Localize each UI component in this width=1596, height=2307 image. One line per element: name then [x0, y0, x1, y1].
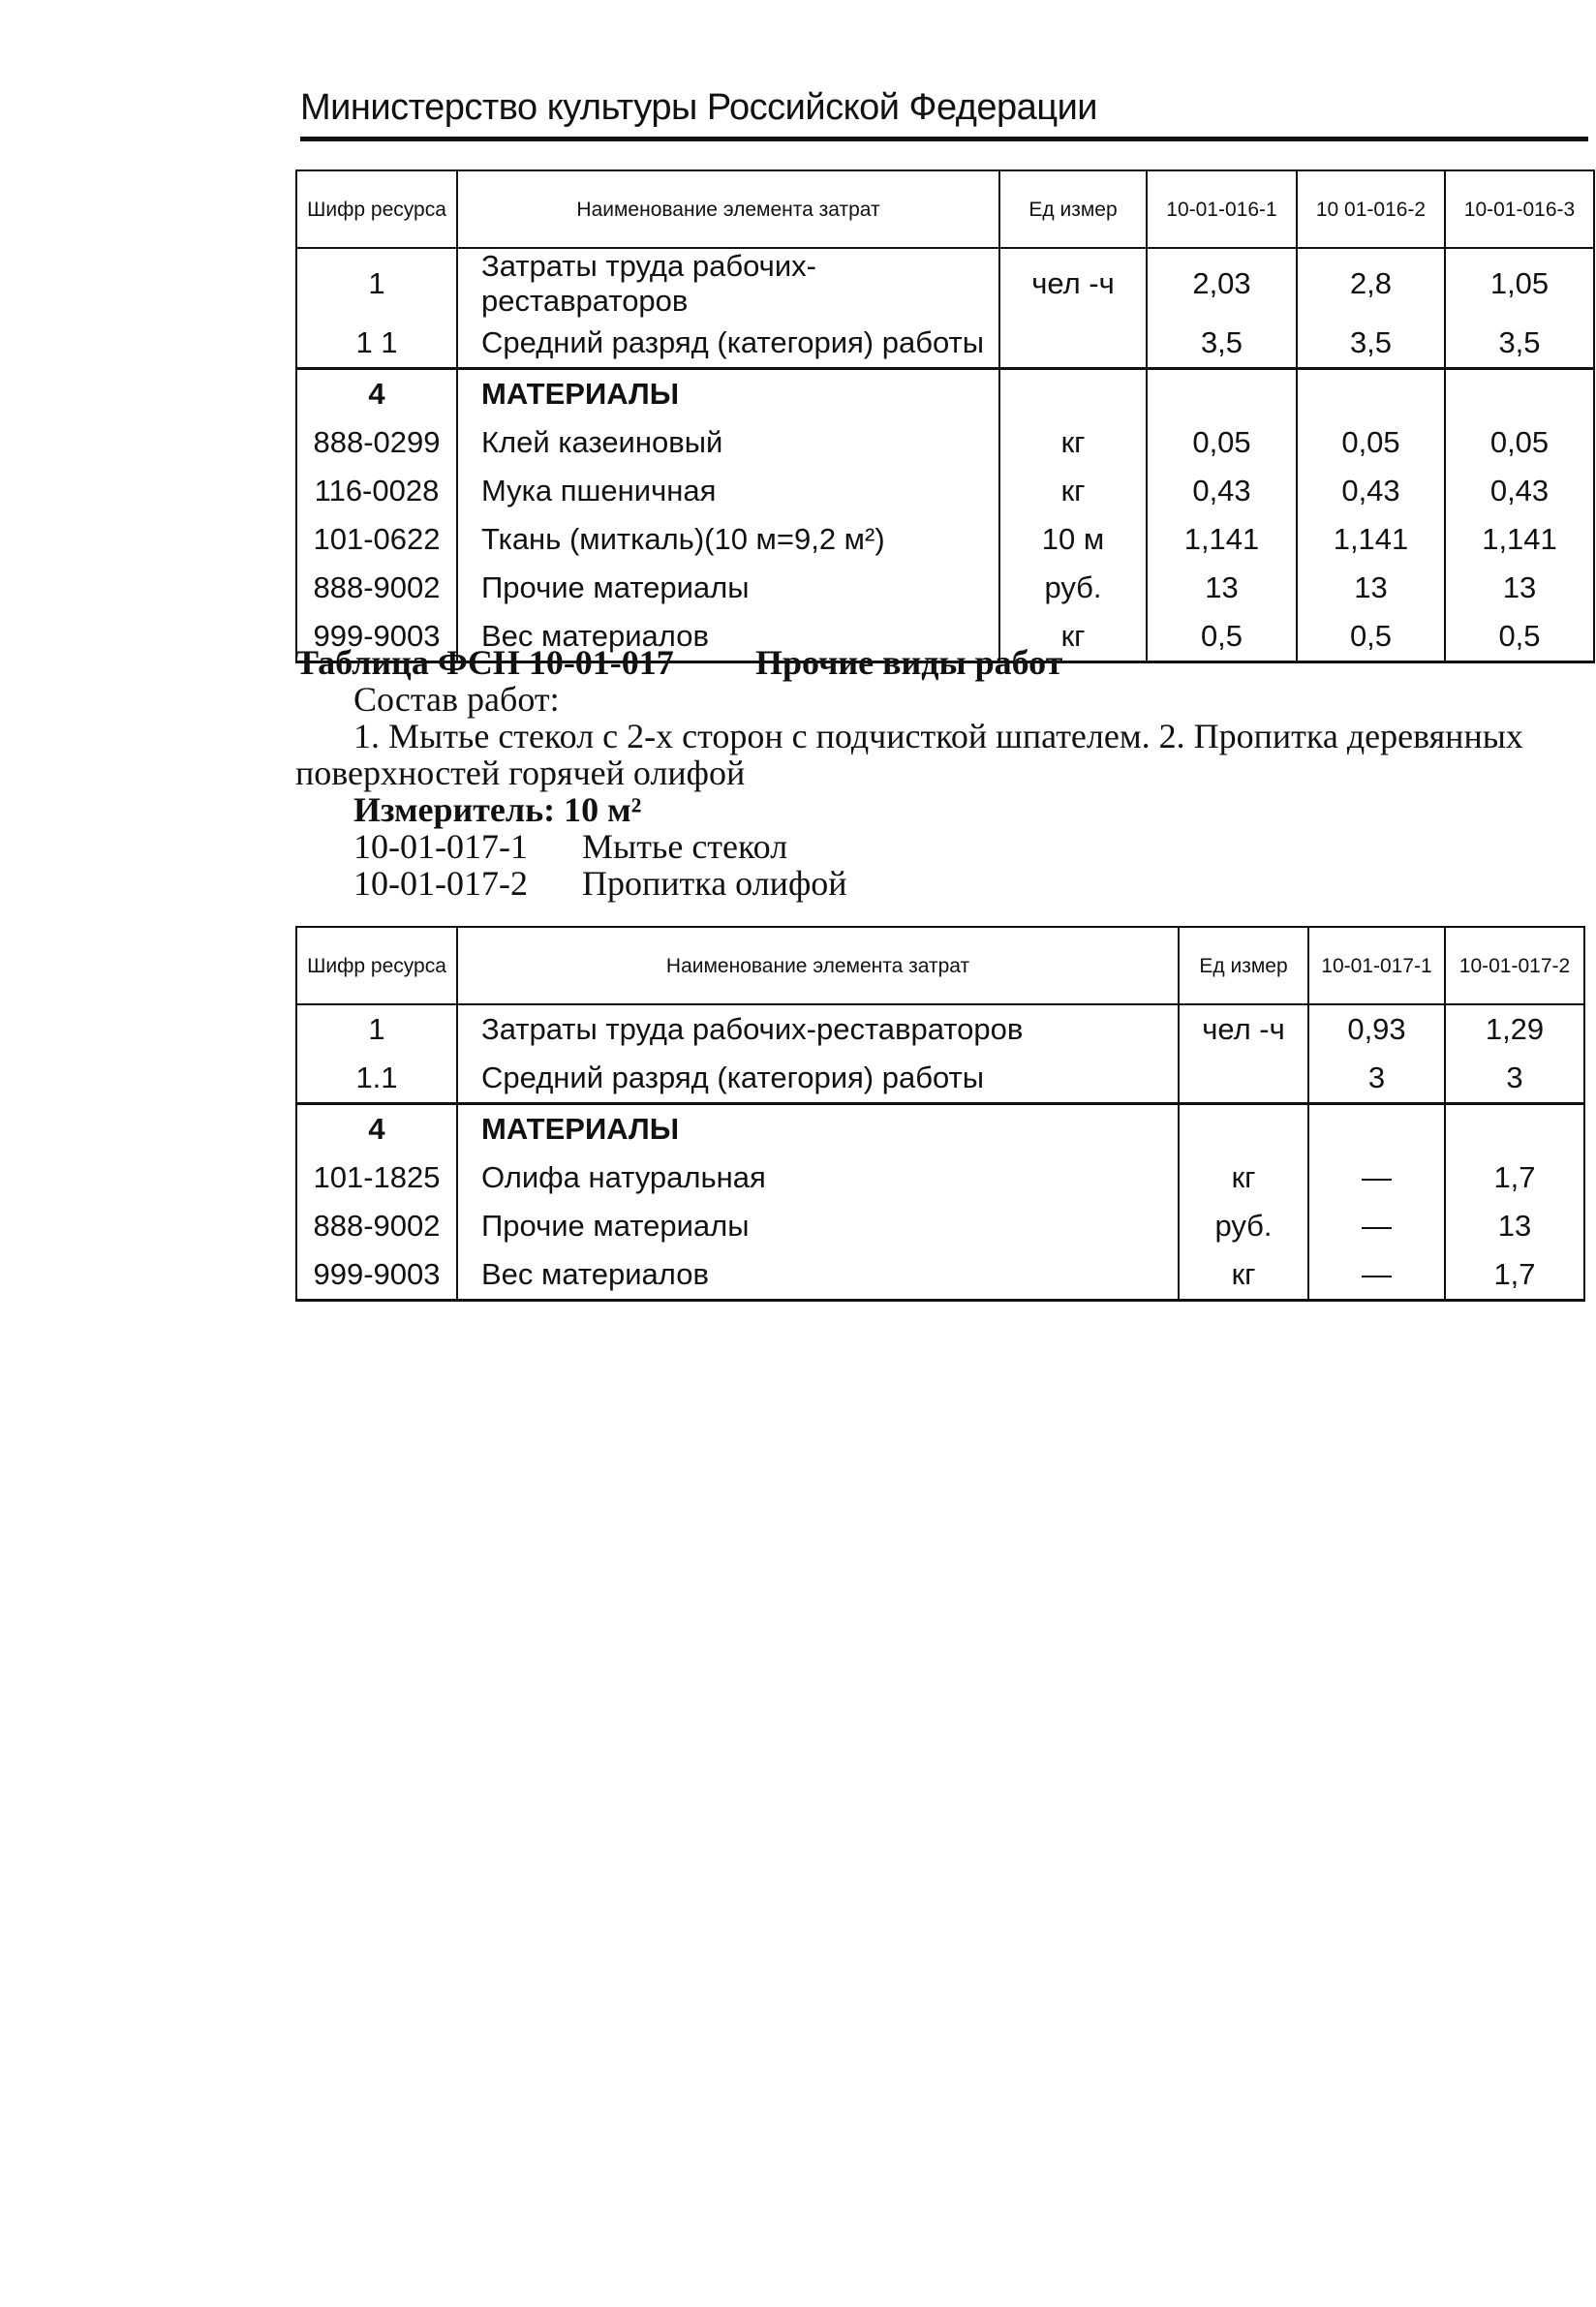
work-item-code: 10-01-017-1 [353, 827, 528, 866]
value-1: — [1308, 1250, 1445, 1301]
resource-code: 1 [296, 1004, 457, 1054]
page-header: Министерство культуры Российской Федерации [300, 87, 1588, 141]
value-3 [1445, 369, 1594, 419]
unit: кг [999, 612, 1147, 662]
unit: руб. [1179, 1202, 1308, 1250]
resource-code: 101-0622 [296, 515, 457, 564]
value-1 [1147, 369, 1297, 419]
table-heading [295, 644, 1593, 681]
element-name: Затраты труда рабочих-реставраторов [457, 1004, 1179, 1054]
header-name: Наименование элемента затрат [457, 927, 1179, 1004]
table-label: Таблица ФСН 10-01-017 [295, 643, 674, 682]
element-name: Вес материалов [457, 612, 999, 662]
header-code: Шифр ресурса [296, 927, 457, 1004]
work-item [295, 865, 1593, 902]
header-col-2: 10 01-016-2 [1297, 170, 1445, 248]
table-row [296, 467, 1594, 515]
table-row [296, 418, 1594, 467]
header-unit: Ед измер [1179, 927, 1308, 1004]
value-3: 1,05 [1445, 248, 1594, 319]
unit: чел -ч [1179, 1004, 1308, 1054]
element-name: Средний разряд (категория) работы [457, 319, 999, 369]
work-item-name: Мытье стекол [582, 827, 788, 866]
resource-code: 1 [296, 248, 457, 319]
header-col-2: 10-01-017-2 [1445, 927, 1584, 1004]
unit [999, 319, 1147, 369]
table-section-017 [295, 644, 1593, 902]
element-name: Вес материалов [457, 1250, 1179, 1301]
value-2: 1,7 [1445, 1250, 1584, 1301]
value-1: 0,5 [1147, 612, 1297, 662]
value-2: 13 [1445, 1202, 1584, 1250]
value-1: 3 [1308, 1054, 1445, 1104]
unit: кг [999, 467, 1147, 515]
unit [1179, 1104, 1308, 1154]
value-1: 2,03 [1147, 248, 1297, 319]
element-name: МАТЕРИАЛЫ [457, 369, 999, 419]
value-2 [1445, 1104, 1584, 1154]
value-3: 0,05 [1445, 418, 1594, 467]
value-3: 3,5 [1445, 319, 1594, 369]
table-row [296, 1004, 1584, 1054]
resource-code: 116-0028 [296, 467, 457, 515]
resource-code: 888-9002 [296, 564, 457, 612]
value-2: 0,43 [1297, 467, 1445, 515]
element-name: Ткань (миткаль)(10 м=9,2 м²) [457, 515, 999, 564]
table-row [296, 515, 1594, 564]
element-name: Клей казеиновый [457, 418, 999, 467]
value-3: 13 [1445, 564, 1594, 612]
resource-code: 1.1 [296, 1054, 457, 1104]
value-1: 3,5 [1147, 319, 1297, 369]
value-2: 1,141 [1297, 515, 1445, 564]
unit: руб. [999, 564, 1147, 612]
value-1: 1,141 [1147, 515, 1297, 564]
unit: кг [999, 418, 1147, 467]
composition-text: 1. Мытье стекол с 2-х сторон с подчисткой шпателем. 2. Пропитка деревянных поверхностей горячей олифой [295, 717, 1523, 792]
table-row [296, 1250, 1584, 1301]
resource-code: 4 [296, 1104, 457, 1154]
resource-code: 4 [296, 369, 457, 419]
value-3: 0,43 [1445, 467, 1594, 515]
value-2: 3 [1445, 1054, 1584, 1104]
value-2 [1297, 369, 1445, 419]
unit: кг [1179, 1154, 1308, 1202]
value-1: — [1308, 1154, 1445, 1202]
element-name: Затраты труда рабочих-реставраторов [457, 248, 999, 319]
header-unit: Ед измер [999, 170, 1147, 248]
value-2: 0,05 [1297, 418, 1445, 467]
table-row [296, 1154, 1584, 1202]
value-2: 2,8 [1297, 248, 1445, 319]
unit: чел -ч [999, 248, 1147, 319]
value-3: 0,5 [1445, 612, 1594, 662]
resource-table-017 [295, 926, 1585, 1302]
work-item [295, 828, 1593, 865]
table-row [296, 1104, 1584, 1154]
element-name: Прочие материалы [457, 564, 999, 612]
unit [999, 369, 1147, 419]
value-1: 0,93 [1308, 1004, 1445, 1054]
table-row [296, 1202, 1584, 1250]
header-code: Шифр ресурса [296, 170, 457, 248]
table-row [296, 564, 1594, 612]
header-col-1: 10-01-017-1 [1308, 927, 1445, 1004]
unit: 10 м [999, 515, 1147, 564]
resource-code: 999-9003 [296, 1250, 457, 1301]
table-row [296, 319, 1594, 369]
value-1: 0,43 [1147, 467, 1297, 515]
element-name: Средний разряд (категория) работы [457, 1054, 1179, 1104]
unit: кг [1179, 1250, 1308, 1301]
element-name: Прочие материалы [457, 1202, 1179, 1250]
value-2: 1,29 [1445, 1004, 1584, 1054]
header-col-3: 10-01-016-3 [1445, 170, 1594, 248]
work-item-code: 10-01-017-2 [353, 864, 528, 903]
table-row [296, 369, 1594, 419]
resource-code: 999-9003 [296, 612, 457, 662]
resource-table-016 [295, 169, 1595, 663]
unit [1179, 1054, 1308, 1104]
resource-code: 888-9002 [296, 1202, 457, 1250]
header-name: Наименование элемента затрат [457, 170, 999, 248]
value-1: 13 [1147, 564, 1297, 612]
element-name: Мука пшеничная [457, 467, 999, 515]
value-2: 0,5 [1297, 612, 1445, 662]
composition-label: Состав работ: [353, 680, 560, 719]
table-title: Прочие виды работ [755, 643, 1063, 682]
resource-code: 1 1 [296, 319, 457, 369]
resource-code: 888-0299 [296, 418, 457, 467]
resource-code: 101-1825 [296, 1154, 457, 1202]
header-col-1: 10-01-016-1 [1147, 170, 1297, 248]
table-row [296, 1054, 1584, 1104]
element-name: Олифа натуральная [457, 1154, 1179, 1202]
value-3: 1,141 [1445, 515, 1594, 564]
value-2: 3,5 [1297, 319, 1445, 369]
value-2: 1,7 [1445, 1154, 1584, 1202]
table-row [296, 248, 1594, 319]
element-name: МАТЕРИАЛЫ [457, 1104, 1179, 1154]
value-2: 13 [1297, 564, 1445, 612]
value-1: 0,05 [1147, 418, 1297, 467]
value-1 [1308, 1104, 1445, 1154]
work-item-name: Пропитка олифой [582, 864, 847, 903]
measure-label: Измеритель: 10 м² [353, 790, 642, 829]
value-1: — [1308, 1202, 1445, 1250]
